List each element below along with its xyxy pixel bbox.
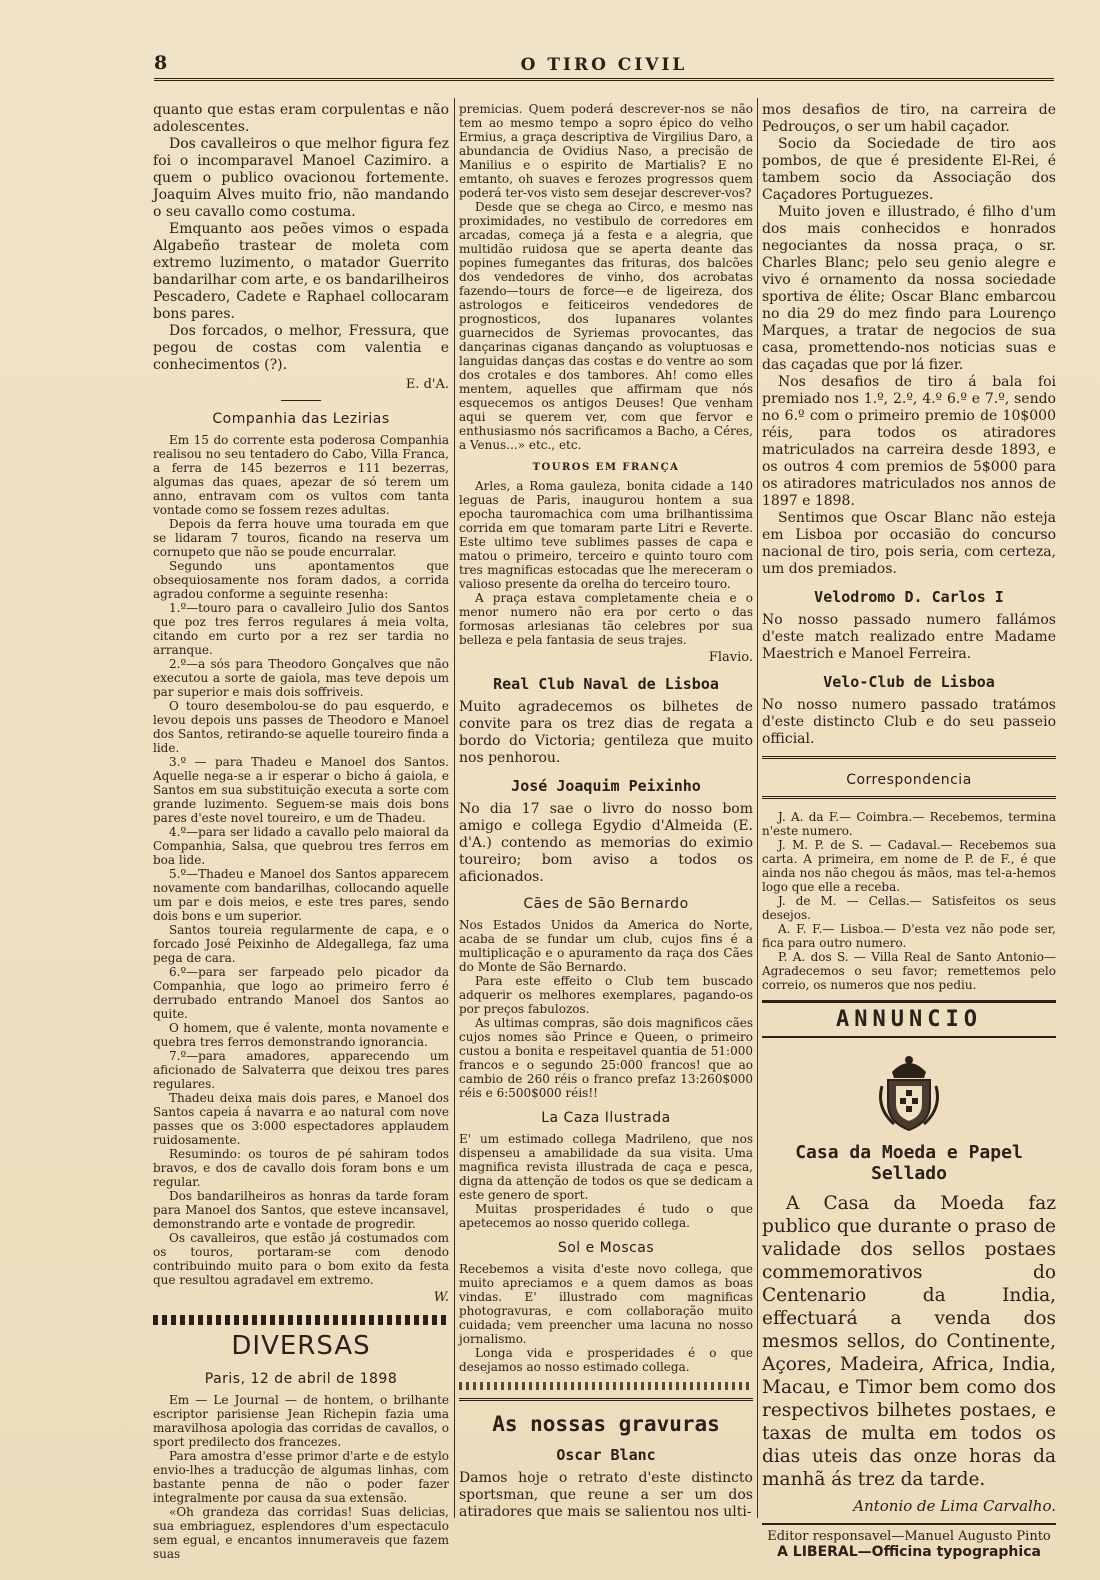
correspondence-item: J. de M. — Cellas.— Satisfeitos os seus desejos. <box>762 894 1056 922</box>
paragraph: 3.º — para Thadeu e Manoel dos Santos. Aquelle nega-se a ir esperar o bicho á gaiola, e Santos em sua substituição executa a sorte com grande luzimento. Seguem-se mais dois bons pares d'este novel toureiro, e um de Thadeu. <box>153 755 449 825</box>
ornament-rule <box>459 1382 753 1390</box>
paragraph: Emquanto aos peões vimos o espada Algabeño trastear de moleta com extremo luzimento, o matador Guerrito bandarilhar com arte, e os bandarilheiros Pescadero, Cadete e Raphael collocaram bons pares. <box>153 221 449 322</box>
section-heading: Sol e Moscas <box>557 1240 655 1256</box>
paragraph: 7.º—para amadores, apparecendo um aficionado de Salvaterra que deixou tres pares regulares. <box>153 1049 449 1091</box>
printer-line: A LIBERAL—Officina typographica <box>777 1544 1041 1560</box>
column-3 <box>762 102 1056 1560</box>
advertisement-body: A Casa da Moeda faz publico que durante o praso de validade dos sellos postaes commemorativos do Centenario da India, effectuará a venda dos mesmos sellos, do Continente, Açores, Madeira, Africa, India, Macau, e Timor bem como dos respectivos bilhetes postaes, e taxas de multa em todos os dias uteis das onze horas da manhã ás trez da tarde. <box>762 1193 1056 1490</box>
paragraph: Santos toureia regularmente de capa, e o forcado José Peixinho de Aldegallega, faz uma pega de cara. <box>153 923 449 965</box>
paragraph: Dos forcados, o melhor, Fressura, que pegou de costas com valentia e conhecimentos (?). <box>153 323 449 373</box>
editor-line: Editor responsavel—Manuel Augusto Pinto <box>762 1523 1056 1544</box>
paragraph: Para amostra d'esse primor d'arte e de estylo envio-lhes a traducção de algumas linhas, com bastante penna de não o poder fazer integralmente por causa da sua extensão. <box>153 1449 449 1505</box>
paragraph: mos desafios de tiro, na carreira de Pedrouços, o ser um habil caçador. <box>762 102 1056 135</box>
signature <box>153 1291 449 1305</box>
section-heading: José Joaquim Peixinho <box>511 777 701 795</box>
section-heading: Paris, 12 de abril de 1898 <box>204 1371 398 1387</box>
paragraph: Thadeu deixa mais dois pares, e Manoel dos Santos capeia á navarra e ao natural com nove passes que os 3:000 espectadores applaudem ruidosamente. <box>153 1091 449 1147</box>
correspondence-item: J. M. P. de S. — Cadaval.— Recebemos sua carta. A primeira, em nome de P. de F., é que ainda nos não chegou ás mãos, mas tel-a-hemos logo que elle a receba. <box>762 838 1056 894</box>
paragraph: Em 15 do corrente esta poderosa Companhia realisou no seu tentadero do Cabo, Villa Franca, a ferra de 145 bezerros e 111 bezerras, algumas das quaes, apezar de só terem um anno, entravam com os vultos com tanta vontade como se fossem rezes adultas. <box>153 433 449 517</box>
paragraph: A praça estava completamente cheia e o menor numero não era por certo o das formosas arlesianas tão celebres por sua belleza e pela fantasia de seus trajes. <box>459 591 753 647</box>
paragraph: Dos bandarilheiros as honras da tarde foram para Manoel dos Santos, que esteve incansavel, demonstrando arte e vontade de progredir. <box>153 1189 449 1231</box>
paragraph: As ultimas compras, são dois magnificos cães cujos nomes são Prince e Queen, o primeiro custou a bonita e respeitavel quantia de 51:000 francos e o segundo 25:000 francos! que ao cambio de 260 réis o franco prefaz 13:260$000 réis e 6:500$000 réis!! <box>459 1016 753 1100</box>
paragraph: premicias. Quem poderá descrever-nos se não tem ao mesmo tempo a sopro épico do velho Ermius, a graça descriptiva de Virgilius Daro, a abundancia de Ovidius Naso, a precisão de Manilius e o espirito de Martialis? E no emtanto, oh suaves e ferozes progressos quem poderá ter-vos visto sem desejar descrever-vos? <box>459 102 753 200</box>
double-rule <box>762 756 1056 762</box>
paragraph: Longa vida e prosperidades é o que desejamos ao nosso estimado collega. <box>459 1346 753 1374</box>
section-heading: La Caza Ilustrada <box>541 1110 671 1126</box>
signature: Flavio. <box>708 650 753 665</box>
advertisement-title: Casa da Moeda e Papel Sellado <box>795 1142 1023 1184</box>
paragraph: Muito agradecemos os bilhetes de convite para os trez dias de regata a bordo do Victoria; gentileza que muito nos penhorou. <box>459 699 753 766</box>
section-title: As nossas gravuras <box>492 1412 720 1436</box>
paragraph: Resumindo: os touros de pé sahiram todos bravos, e dos de cavallo dois foram bons e um regular. <box>153 1147 449 1189</box>
section-title: DIVERSAS <box>231 1331 371 1361</box>
double-rule <box>762 796 1056 802</box>
paragraph: Sentimos que Oscar Blanc não esteja em Lisboa por occasião do concurso nacional de tiro, pois seria, com certeza, um dos premiados. <box>762 510 1056 577</box>
ornament-rule <box>153 1315 449 1325</box>
column-1 <box>153 102 449 1561</box>
column-2 <box>459 102 753 1522</box>
page-header <box>154 50 1054 80</box>
paragraph: 1.º—touro para o cavalleiro Julio dos Santos que poz tres ferros regulares á meia volta, citando em curto por a rez ser tardia no arranque. <box>153 601 449 657</box>
section-heading: Real Club Naval de Lisboa <box>493 675 719 693</box>
advertisement-signature: Antonio de Lima Carvalho. <box>853 1497 1056 1515</box>
paragraph: Socio da Sociedade de tiro aos pombos, de que é presidente El-Rei, é tambem socio da Associação dos Caçadores Portuguezes. <box>762 136 1056 203</box>
newspaper-title: O TIRO CIVIL <box>520 55 688 75</box>
paragraph: quanto que estas eram corpulentas e não adolescentes. <box>153 102 449 135</box>
section-heading: TOUROS EM FRANÇA <box>532 462 680 473</box>
paragraph: E' um estimado collega Madrileno, que nos dispenseu a amabilidade da sua visita. Uma magnifica revista illustrada de caça e pesca, digna da attenção de todos os que se dedicam a este genero de sport. <box>459 1132 753 1202</box>
divider <box>281 400 321 401</box>
advertisement-banner: ANNUNCIO <box>762 1000 1056 1038</box>
royal-crest-icon <box>874 1052 944 1136</box>
paragraph: Recebemos a visita d'este novo collega, que muito apreciamos e a quem damos as boas vindas. E' illustrado com magnificas photogravuras, e com collaboração muito cuidada; vem preencher uma lacuna no nosso jornalismo. <box>459 1262 753 1346</box>
paragraph: 2.º—a sós para Theodoro Gonçalves que não executou a sorte de gaiola, mas teve depois um par superior e mais dois soffriveis. <box>153 657 449 699</box>
paragraph: Depois da ferra houve uma tourada em que se lidaram 7 touros, ficando na reserva um cornupeto que não se poude encurralar. <box>153 517 449 559</box>
section-heading: Velo-Club de Lisboa <box>823 673 995 691</box>
correspondence-item: A. F. F.— Lisboa.— D'esta vez não pode ser, fica para outro numero. <box>762 922 1056 950</box>
paragraph: No dia 17 sae o livro do nosso bom amigo e collega Egydio d'Almeida (E. d'A.) contendo as memorias do eximio toureiro; bom aviso a todos os aficionados. <box>459 801 753 885</box>
double-rule <box>459 1398 753 1404</box>
correspondence-item: P. A. dos S. — Villa Real de Santo Antonio— Agradecemos o seu favor; remettemos pelo correio, os numeros que nos pediu. <box>762 950 1056 992</box>
header-rule <box>154 78 1054 84</box>
paragraph: Desde que se chega ao Circo, e mesmo nas proximidades, no vestibulo de corredores em arcadas, começa já a festa e a alegria, que multidão ruidosa que se aperta deante das popines fumegantes das frituras, dos balcões dos vendedores de vinho, dos acrobatas fazendo—tours de force—e de ligeireza, dos astrologos e feiticeiros vendedores de prognosticos, dos lupanares volantes guarnecidos de Syriemas provocantes, das dançarinas ciganas dançando as voluptuosas e languidas danças das costas e do ventre ao som dos crotales e dos tambores. Ah! como elles mentem, aquelles que affirmam que nós esquecemos os antigos Deuses! Que venham aqui se querem ver, com que fervor e enthusiasmo nós sacrificamos a Bacho, a Céres, a Venus...» etc., etc. <box>459 200 753 452</box>
section-heading: Correspondencia <box>846 772 972 788</box>
paragraph: 4.º—para ser lidado a cavallo pelo maioral da Companhia, Salsa, que quebrou tres ferros em boa lide. <box>153 825 449 867</box>
section-heading: Cães de São Bernardo <box>523 896 689 912</box>
paragraph: Segundo uns apontamentos que obsequiosamente nos foram dados, a corrida agradou conforme a seguinte resenha: <box>153 559 449 601</box>
paragraph: O touro desembolou-se do pau esquerdo, e levou depois uns passes de Theodoro e Manoel dos Santos, retirando-se aquelle toureiro finda a lide. <box>153 699 449 755</box>
column-divider <box>757 98 758 1518</box>
paragraph: 5.º—Thadeu e Manoel dos Santos apparecem novamente com bandarilhas, collocando aquelle um par e dois meios, e este tres pares, sendo dois bons e um superior. <box>153 867 449 923</box>
paragraph: Dos cavalleiros o que melhor figura fez foi o incomparavel Manoel Cazimiro. a quem o publico ovacionou fortemente. Joaquim Alves muito frio, não mandando o seu cavallo como costuma. <box>153 136 449 220</box>
signature-text: W. <box>433 1290 449 1305</box>
section-heading: Velodromo D. Carlos I <box>814 588 1004 606</box>
paragraph: Em — Le Journal — de hontem, o brilhante escriptor parisiense Jean Richepin fazia uma maravilhosa apologia das corridas de cavallos, o sport predilecto dos francezes. <box>153 1393 449 1449</box>
correspondence-item: J. A. da F.— Coimbra.— Recebemos, termina n'este numero. <box>762 810 1056 838</box>
paragraph: No nosso passado numero fallámos d'este match realizado entre Madame Maestrich e Manoel Ferreira. <box>762 612 1056 662</box>
paragraph: Muito joven e illustrado, é filho d'um dos mais conhecidos e honrados negociantes da nossa praça, o sr. Charles Blanc; pelo seu genio alegre e vivo é ornamento da nossa sociedade sportiva de élite; Oscar Blanc embarcou no dia 29 do mez findo para Lourenço Marques, a tratar de negocios de sua casa, promettendo-nos noticias suas e das caçadas que por lá fizer. <box>762 204 1056 373</box>
correspondence-list <box>762 810 1056 992</box>
paragraph: 6.º—para ser farpeado pelo picador da Companhia, que logo ao primeiro ferro é derrubado entrando Manoel dos Santos ao quite. <box>153 965 449 1021</box>
signature: E. d'A. <box>405 377 449 392</box>
paragraph: Os cavalleiros, que estão já costumados com os touros, portaram-se com denodo contribuindo muito para o bom exito da festa que resultou agradavel em extremo. <box>153 1231 449 1287</box>
section-heading: Oscar Blanc <box>556 1446 656 1464</box>
paragraph: Muitas prosperidades é tudo o que apetecemos ao nosso querido collega. <box>459 1202 753 1230</box>
paragraph: Nos desafios de tiro á bala foi premiado nos 1.º, 2.º, 4.º 6.º e 7.º, sendo no 6.º com o primeiro premio de 10$000 réis, para todos os atiradores matriculados na carreira desde 1893, e os outros 4 com premios de 5$000 para os atiradores matriculados nos annos de 1897 e 1898. <box>762 374 1056 509</box>
paragraph: O homem, que é valente, monta novamente e quebra tres ferros demonstrando ignorancia. <box>153 1021 449 1049</box>
paragraph: No nosso numero passado tratámos d'este distincto Club e do seu passeio official. <box>762 697 1056 747</box>
paragraph: Para este effeito o Club tem buscado adquerir os melhores exemplares, pagando-os por preços fabulozos. <box>459 974 753 1016</box>
paragraph: Damos hoje o retrato d'este distincto sportsman, que reune a ser um dos atiradores que mais se salientou nos ulti- <box>459 1470 753 1520</box>
section-heading: Companhia das Lezirias <box>212 411 390 427</box>
column-divider <box>454 98 455 1518</box>
paragraph: Arles, a Roma gauleza, bonita cidade a 140 leguas de Paris, inaugurou hontem a sua epocha tauromachica com uma brilhantissima corrida em que tomaram parte Litri e Reverte. Este ultimo teve sublimes passes de capa e matou o primeiro, terceiro e quinto touro com tres magnificas estocadas que lhe mereceram o valioso presente da orelha do terceiro touro. <box>459 479 753 591</box>
paragraph: Nos Estados Unidos da America do Norte, acaba de se fundar um club, cujos fins é a multiplicação e o apuramento da raça dos Cães do Monte de São Bernardo. <box>459 918 753 974</box>
paragraph: «Oh grandeza das corridas! Suas delicias, sua embriaguez, esplendores d'um espectaculo sem egual, e encantos innumeraveis que fazem suas <box>153 1505 449 1561</box>
page-number: 8 <box>154 52 168 74</box>
